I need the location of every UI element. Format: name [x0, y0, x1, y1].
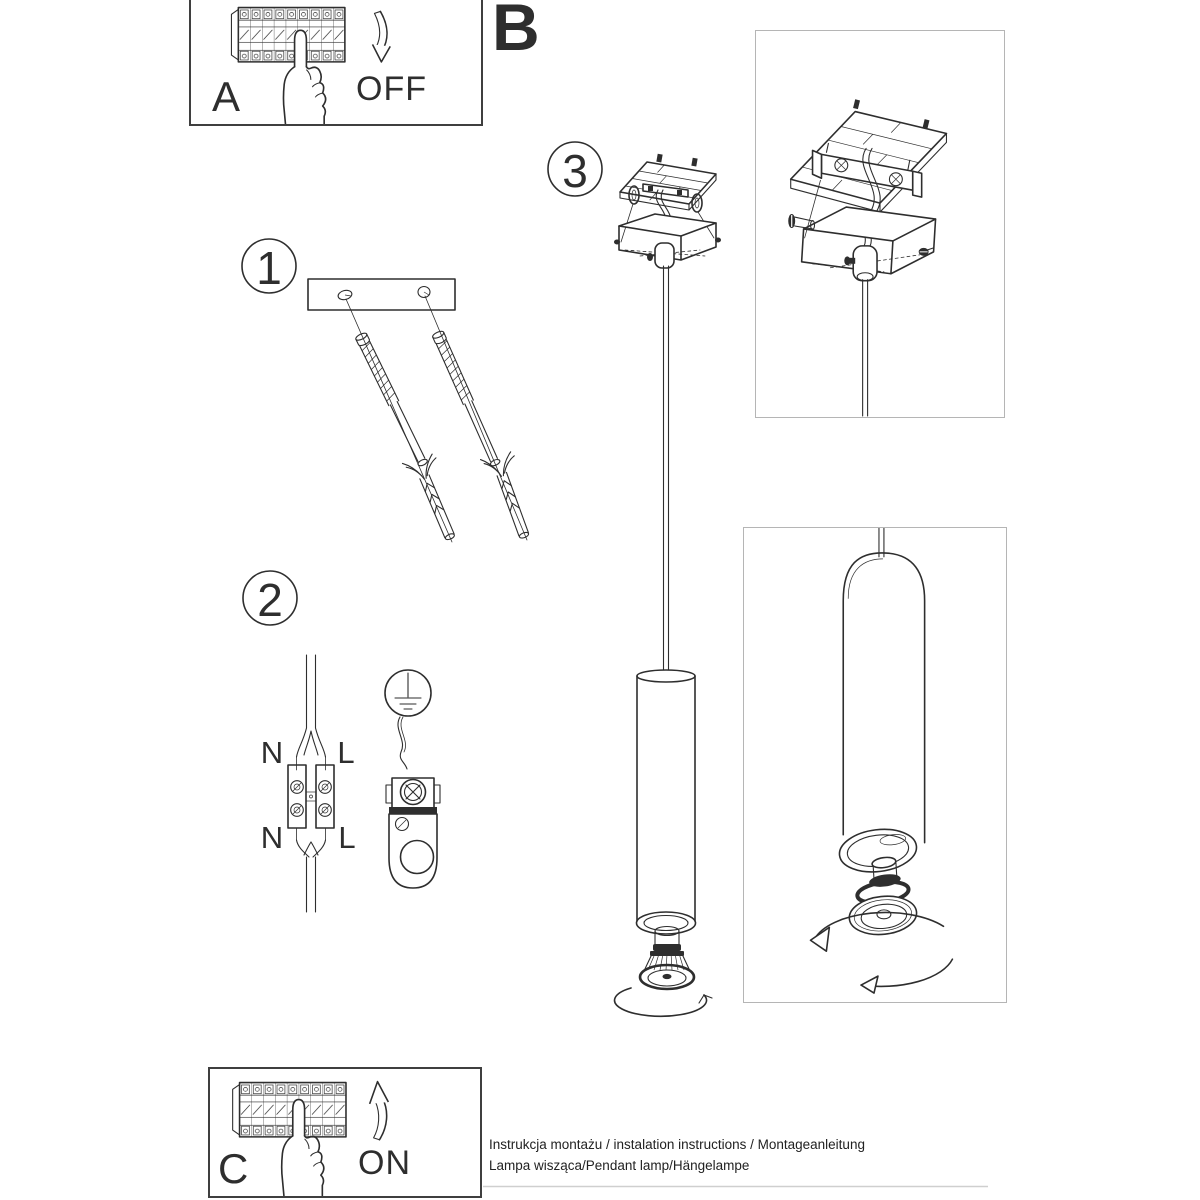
terminal-block-drawing: [288, 765, 334, 828]
ceiling-canopy-drawing: [614, 154, 721, 268]
wire-label-n-top: N: [260, 735, 284, 770]
pendant-lamp-drawing: [615, 266, 712, 1016]
screw-axis-guide: [425, 296, 527, 540]
screw-icon: [432, 330, 502, 468]
rotation-arrow-icon: [861, 959, 952, 993]
bulb-detail-box: [743, 527, 1007, 1003]
footer-text: [489, 1135, 865, 1176]
gu10-bulb-icon: [640, 951, 694, 989]
power-cable-drawing: [297, 655, 326, 770]
step3-drawing: [548, 142, 721, 1016]
rotation-arrow-icon: [615, 988, 712, 1016]
footer-line-2: Lampa wisząca/Pendant lamp/Hängelampe: [489, 1157, 750, 1173]
wire-label-l-bottom: L: [338, 820, 356, 855]
gu10-bulb-icon: [847, 879, 918, 938]
ground-clamp-drawing: [386, 778, 440, 888]
canopy-screw-icon: [919, 248, 934, 256]
cable-out-drawing: [297, 828, 326, 912]
earth-symbol-icon: [385, 670, 431, 716]
ceiling-mount-detail-box: [755, 30, 1005, 418]
on-label: ON: [358, 1144, 411, 1182]
step-c-box: [208, 1067, 482, 1198]
step-a-label: A: [212, 73, 241, 120]
wire-label-n-bottom: N: [260, 820, 284, 855]
step2-number: 2: [257, 574, 283, 626]
wall-anchor-icon: [481, 448, 542, 542]
arrow-up-icon: [370, 1082, 389, 1140]
ceiling-mount-detail-drawing: [788, 99, 946, 416]
wall-anchor-icon: [402, 451, 467, 545]
pendant-cable: [664, 266, 669, 672]
circuit-breaker-drawing: [233, 1083, 346, 1137]
off-label: OFF: [356, 70, 427, 108]
footer-line-1: Instrukcja montażu / instalation instructions / Montageanleitung: [489, 1137, 865, 1152]
arrow-down-icon: [372, 11, 390, 61]
pendant-cable: [863, 280, 868, 416]
step1-number: 1: [256, 242, 282, 294]
circuit-breaker-drawing: [231, 8, 344, 62]
step-b-label: B: [492, 0, 540, 64]
mounting-plate-drawing: [308, 279, 455, 310]
wire-label-l-top: L: [337, 735, 355, 770]
pendant-detail-drawing: [810, 528, 952, 993]
ground-wire-drawing: [398, 717, 407, 769]
step-c-label: C: [218, 1145, 249, 1192]
screw-icon: [355, 332, 429, 468]
step3-number: 3: [562, 145, 588, 197]
